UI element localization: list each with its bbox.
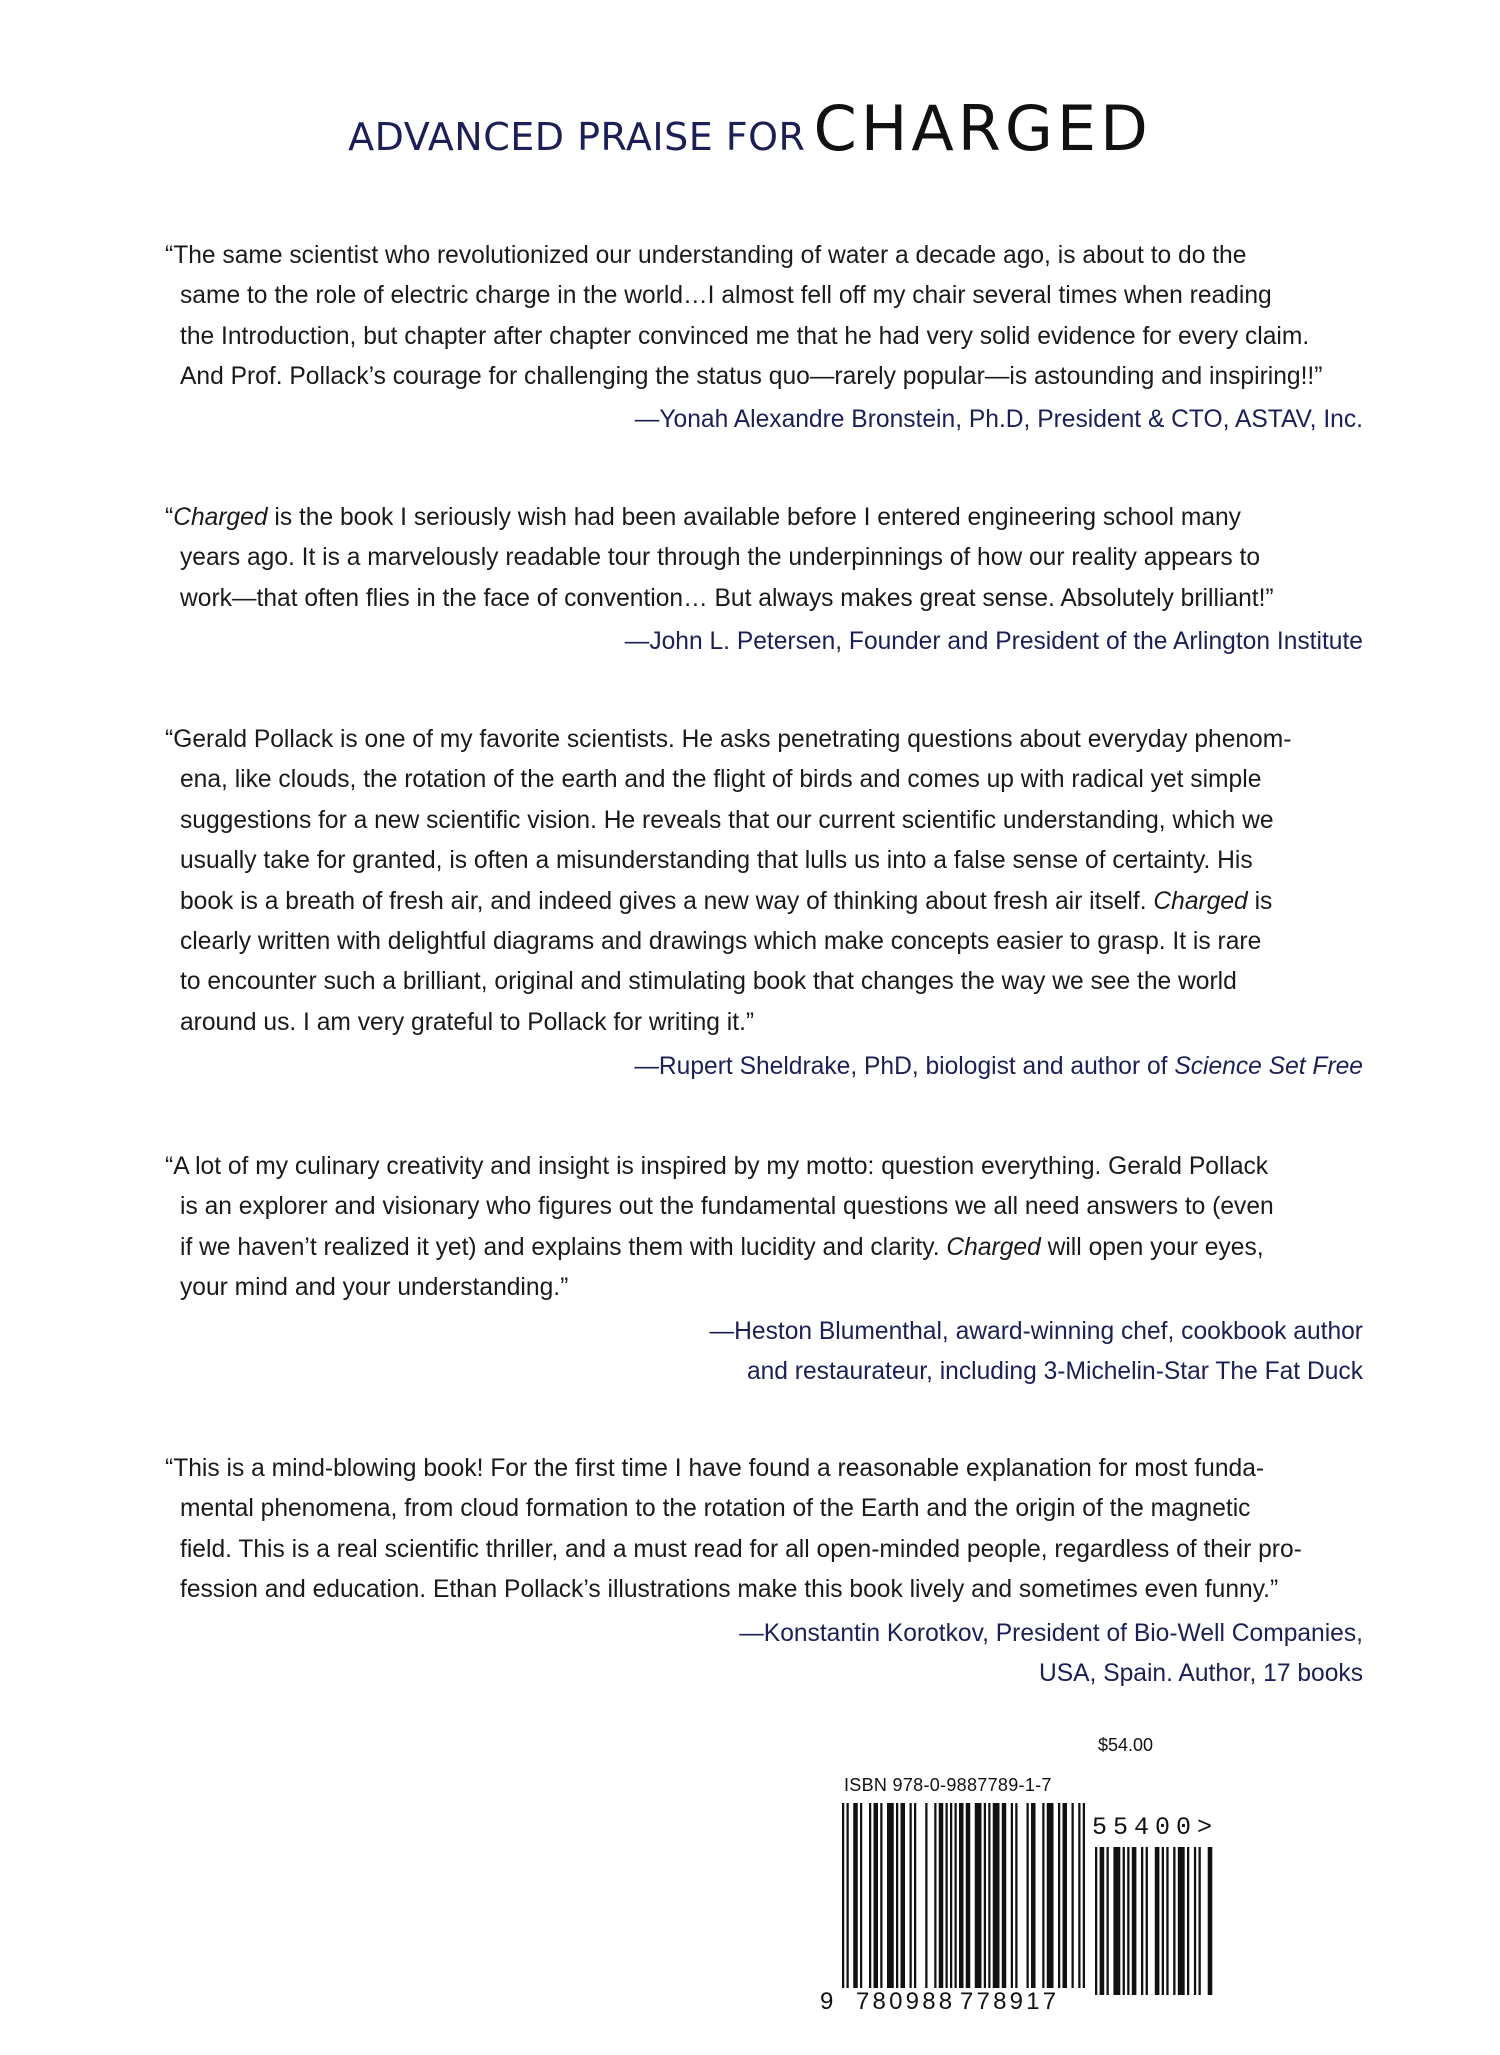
barcode-bar <box>1031 1803 1036 1988</box>
quote-line: “A lot of my culinary creativity and insight is inspired by my motto: question everything. Gerald Pollack <box>165 1153 1269 1180</box>
barcode-bar <box>1011 1803 1013 1988</box>
barcode-bar <box>950 1803 952 1988</box>
addon-digits: 55400> <box>1092 1813 1219 1842</box>
quote-line: And Prof. Pollack’s courage for challenging the status quo—rarely popular—is astounding and inspiring!!” <box>180 363 1323 391</box>
page-title <box>0 92 1500 165</box>
addon-bar <box>1166 1847 1168 1995</box>
book-title-italic: Science Set Free <box>1174 1053 1363 1080</box>
barcode-bar <box>853 1803 858 1988</box>
quote-line: years ago. It is a marvelously readable tour through the underpinnings of how our reality appears to <box>180 544 1261 572</box>
quote-attribution-5 <box>739 1614 1363 1695</box>
barcode-bar <box>901 1803 906 1988</box>
praise-quote-3 <box>165 720 1365 1043</box>
quote-line: is an explorer and visionary who figures out the fundamental questions we all need answers to (even <box>180 1193 1274 1221</box>
addon-bar <box>1127 1847 1129 1995</box>
quote-line: your mind and your understanding.” <box>180 1274 569 1302</box>
addon-bar <box>1194 1847 1196 1995</box>
barcode-bar <box>993 1803 1000 1988</box>
quote-line: same to the role of electric charge in the world…I almost fell off my chair several times when reading <box>180 282 1272 310</box>
title-book-name: CHARGED <box>813 92 1152 165</box>
quote-line: the Introduction, but chapter after chapter convinced me that he had very solid evidence for every claim. <box>180 322 1310 350</box>
attribution-line: —Konstantin Korotkov, President of Bio-Well Companies, <box>739 1620 1363 1647</box>
barcode-bar <box>910 1803 912 1988</box>
quote-line: “Charged is the book I seriously wish had been available before I entered engineering school many <box>165 504 1241 531</box>
quote-attribution-2 <box>625 622 1363 662</box>
quote-line: “The same scientist who revolutionized our understanding of water a decade ago, is about to do the <box>165 242 1247 269</box>
barcode-bar <box>959 1803 964 1988</box>
barcode-bar <box>1083 1803 1085 1988</box>
quote-line: clearly written with delightful diagrams and drawings which make concepts easier to grasp. It is rare <box>180 927 1262 955</box>
ean-left-group: 780988 <box>856 1988 956 2015</box>
book-title-italic: Charged <box>1153 887 1248 915</box>
barcode-bar <box>988 1803 990 1988</box>
barcode-bar <box>1078 1803 1080 1988</box>
barcode-bar <box>966 1803 971 1988</box>
barcode-bar <box>869 1803 871 1988</box>
attribution-line: and restaurateur, including 3-Michelin-Star The Fat Duck <box>746 1358 1363 1386</box>
barcode-bar <box>887 1803 894 1988</box>
barcode-bar <box>934 1803 936 1988</box>
addon-bar <box>1141 1847 1143 1995</box>
quote-line: “This is a mind-blowing book! For the first time I have found a reasonable explanation for most funda- <box>165 1455 1265 1482</box>
attribution-line: —John L. Petersen, Founder and President of the Arlington Institute <box>624 628 1363 655</box>
addon-bar <box>1100 1847 1105 1995</box>
addon-bar <box>1132 1847 1137 1995</box>
barcode-bar <box>914 1803 916 1988</box>
quote-line: work—that often flies in the face of convention… But always makes great sense. Absolutely brilliant!” <box>180 584 1274 612</box>
barcode-bar <box>1027 1803 1029 1988</box>
title-prefix: ADVANCED PRAISE FOR <box>348 115 806 159</box>
quote-line: around us. I am very grateful to Pollack for writing it.” <box>180 1008 755 1036</box>
praise-quote-5 <box>165 1449 1365 1611</box>
barcode-bar <box>1042 1803 1044 1988</box>
praise-quote-1 <box>165 236 1365 398</box>
attribution-line: —Rupert Sheldrake, PhD, biologist and author of Science Set Free <box>634 1053 1363 1080</box>
barcode-bar <box>946 1803 948 1988</box>
barcode-bar <box>1072 1803 1074 1988</box>
quote-line: to encounter such a brilliant, original and stimulating book that changes the way we see the world <box>180 968 1237 996</box>
book-title-italic: Charged <box>946 1233 1041 1261</box>
ean-right-group: 778917 <box>960 1988 1060 2015</box>
addon-bar <box>1113 1847 1120 1995</box>
barcode-bar <box>1063 1803 1068 1988</box>
addon-bar <box>1107 1847 1109 1995</box>
isbn-label: ISBN 978-0-9887789-1-7 <box>844 1775 1052 1795</box>
attribution-line: USA, Spain. Author, 17 books <box>1038 1660 1363 1688</box>
barcode-bar <box>1058 1803 1060 1988</box>
barcode-bar <box>874 1803 879 1988</box>
addon-bar <box>1162 1847 1164 1995</box>
addon-bar <box>1173 1847 1175 1995</box>
isbn-barcode <box>810 1735 1230 2035</box>
barcode-bar <box>925 1803 927 1988</box>
quote-line: if we haven’t realized it yet) and explains them with lucidity and clarity. Charged will open your eyes, <box>180 1233 1264 1261</box>
barcode-bar <box>955 1803 957 1988</box>
book-title-italic: Charged <box>173 504 268 531</box>
praise-quote-2 <box>165 498 1365 619</box>
barcode-bar <box>1015 1803 1017 1988</box>
attribution-line: —Yonah Alexandre Bronstein, Ph.D, President & CTO, ASTAV, Inc. <box>634 406 1363 433</box>
addon-bar <box>1208 1847 1213 1995</box>
ean-first-digit: 9 <box>820 1988 834 2015</box>
quote-attribution-3 <box>634 1047 1363 1087</box>
addon-bar <box>1095 1847 1097 1995</box>
quote-line: “Gerald Pollack is one of my favorite scientists. He asks penetrating questions about everyday phenom- <box>165 726 1292 753</box>
attribution-line: —Heston Blumenthal, award-winning chef, cookbook author <box>709 1318 1363 1345</box>
barcode-bar <box>880 1803 882 1988</box>
ean13-bars <box>842 1803 1085 1988</box>
quote-line: ena, like clouds, the rotation of the earth and the flight of birds and comes up with radical yet simple <box>180 766 1262 794</box>
addon-bar <box>1187 1847 1189 1995</box>
addon-bar <box>1199 1847 1201 1995</box>
price-label: $54.00 <box>1098 1735 1154 1755</box>
quote-attribution-4 <box>710 1312 1363 1393</box>
praise-quote-4 <box>165 1147 1365 1309</box>
barcode-bar <box>939 1803 944 1988</box>
addon-bars <box>1095 1847 1212 1995</box>
barcode-bar <box>1047 1803 1054 1988</box>
barcode-bar <box>984 1803 986 1988</box>
barcode-bar <box>842 1803 844 1988</box>
barcode-bar <box>1002 1803 1007 1988</box>
addon-bar <box>1178 1847 1185 1995</box>
quote-line: suggestions for a new scientific vision. He reveals that our current scientific understanding, which we <box>180 806 1274 834</box>
addon-bar <box>1155 1847 1160 1995</box>
quote-line: mental phenomena, from cloud formation to the rotation of the Earth and the origin of the magnetic <box>180 1495 1251 1523</box>
quote-line: usually take for granted, is often a misunderstanding that lulls us into a false sense of certainty. His <box>180 847 1253 875</box>
quote-attribution-1 <box>635 400 1363 440</box>
barcode-bar <box>860 1803 862 1988</box>
addon-bar <box>1146 1847 1148 1995</box>
quote-line: book is a breath of fresh air, and indeed gives a new way of thinking about fresh air itself. Charged is <box>180 887 1273 915</box>
barcode-bar <box>847 1803 849 1988</box>
barcode-bar <box>896 1803 898 1988</box>
quote-line-rest: is the book I seriously wish had been available before I entered engineering school many <box>267 504 1241 531</box>
quote-line: fession and education. Ethan Pollack’s illustrations make this book lively and sometimes even funny.” <box>180 1576 1279 1604</box>
quote-line: field. This is a real scientific thriller, and a must read for all open-minded people, regardless of their pro- <box>180 1535 1302 1563</box>
addon-bar <box>1123 1847 1125 1995</box>
barcode-bar <box>975 1803 982 1988</box>
